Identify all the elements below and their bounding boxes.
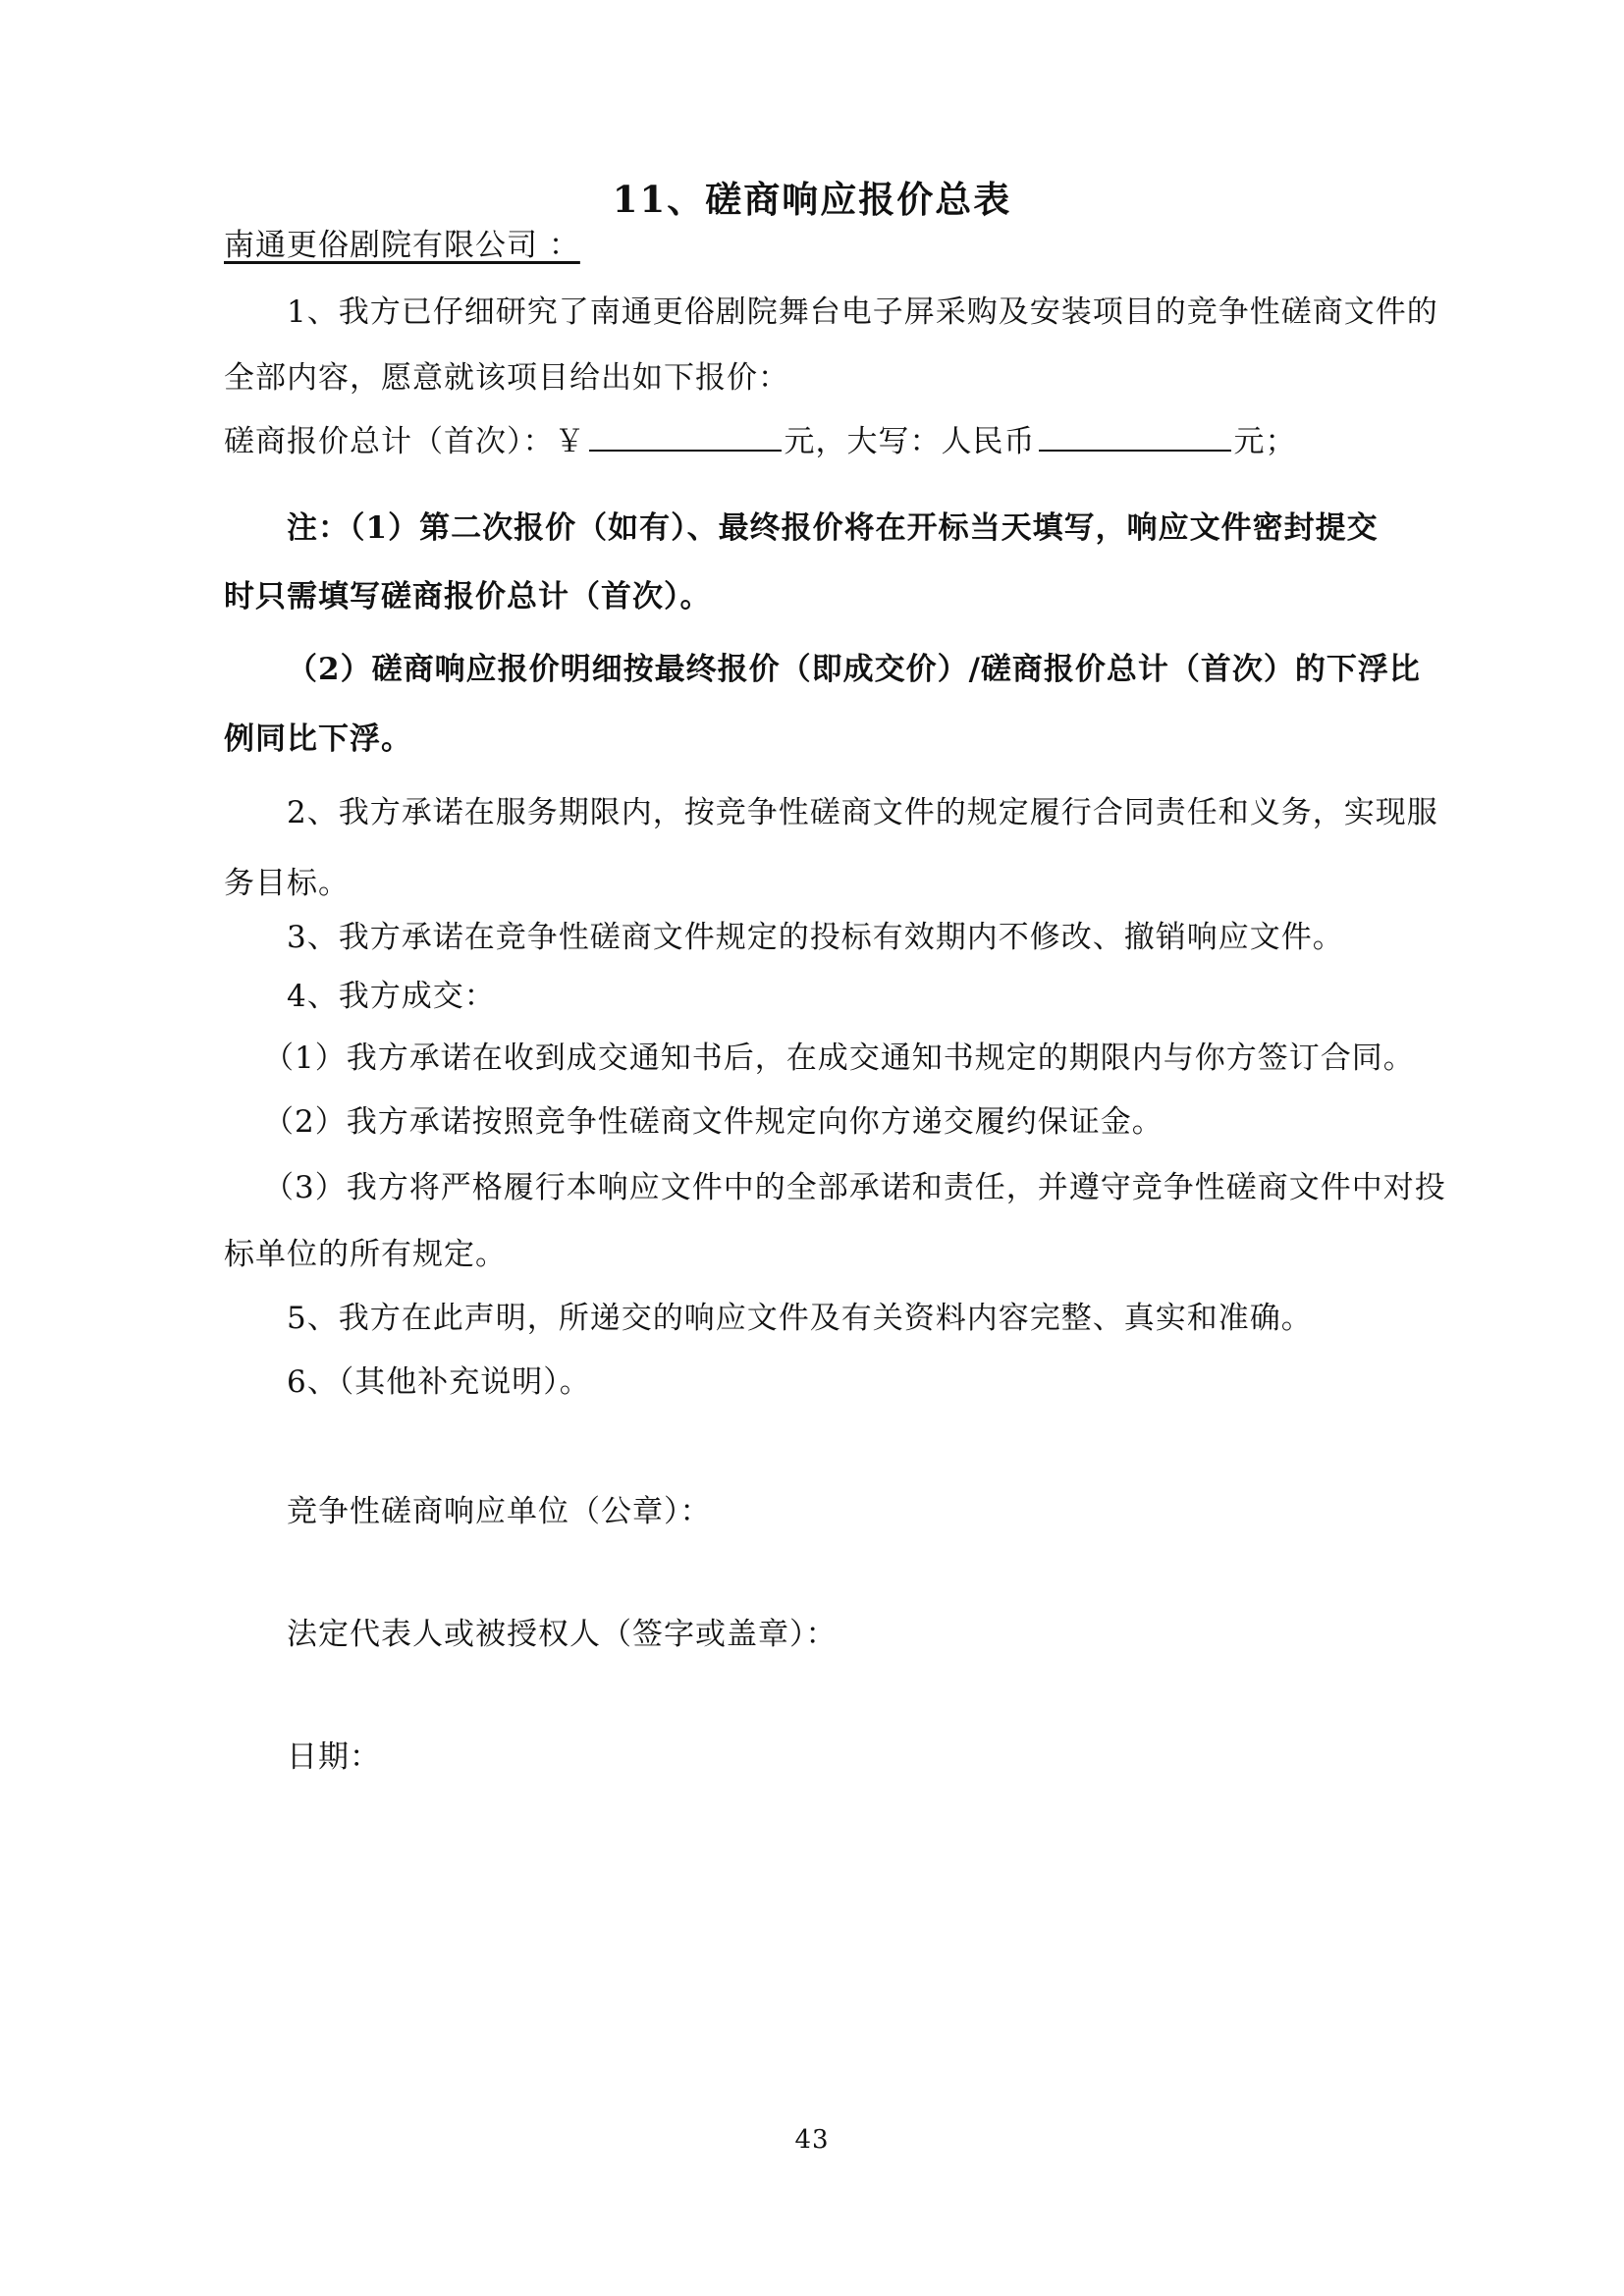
signature-unit: 竞争性磋商响应单位（公章）： (287, 1494, 712, 1529)
note1-line-2: 时只需填写磋商报价总计（首次）。 (224, 579, 712, 614)
item4-2-line: （2）我方承诺按照竞争性磋商文件规定向你方递交履约保证金。 (263, 1104, 1164, 1140)
item4-3-line-2: 标单位的所有规定。 (224, 1237, 507, 1272)
price-words-blank[interactable] (1039, 422, 1231, 452)
price-yuan-label: 元，大写：人民币 (784, 424, 1036, 459)
page-title: 11、磋商响应报价总表 (612, 178, 1012, 221)
item2-line-1: 2、我方承诺在服务期限内，按竞争性磋商文件的规定履行合同责任和义务，实现服 (287, 795, 1438, 830)
item5-line: 5、我方在此声明，所递交的响应文件及有关资料内容完整、真实和准确。 (287, 1301, 1313, 1336)
note2-line-2: 例同比下浮。 (224, 721, 412, 757)
item3-line: 3、我方承诺在竞争性磋商文件规定的投标有效期内不修改、撤销响应文件。 (287, 920, 1344, 955)
note1-line-1: 注：（1）第二次报价（如有）、最终报价将在开标当天填写，响应文件密封提交 (287, 510, 1379, 546)
item4-3-line-1: （3）我方将严格履行本响应文件中的全部承诺和责任，并遵守竞争性磋商文件中对投 (263, 1170, 1446, 1205)
signature-date: 日期： (287, 1739, 381, 1775)
addressee-line (224, 226, 580, 265)
intro-line-1: 1、我方已仔细研究了南通更俗剧院舞台电子屏采购及安装项目的竞争性磋商文件的 (287, 294, 1438, 330)
item4-line: 4、我方成交： (287, 979, 496, 1014)
item2-line-2: 务目标。 (224, 866, 350, 901)
item4-1-line: （1）我方承诺在收到成交通知书后，在成交通知书规定的期限内与你方签订合同。 (263, 1041, 1415, 1076)
signature-representative: 法定代表人或被授权人（签字或盖章）： (287, 1617, 838, 1652)
note2-line-1: （2）磋商响应报价明细按最终报价（即成交价）/磋商报价总计（首次）的下浮比 (287, 652, 1421, 687)
price-line (224, 422, 1297, 461)
item6-line: 6、（其他补充说明）。 (287, 1364, 591, 1400)
price-label: 磋商报价总计（首次）：￥ (224, 424, 586, 459)
intro-line-2: 全部内容，愿意就该项目给出如下报价： (224, 360, 789, 396)
addressee: 南通更俗剧院有限公司 ： (224, 228, 580, 263)
price-yuan-end: 元； (1233, 424, 1297, 459)
price-amount-blank[interactable] (589, 422, 782, 452)
page-number: 43 (794, 2125, 830, 2155)
